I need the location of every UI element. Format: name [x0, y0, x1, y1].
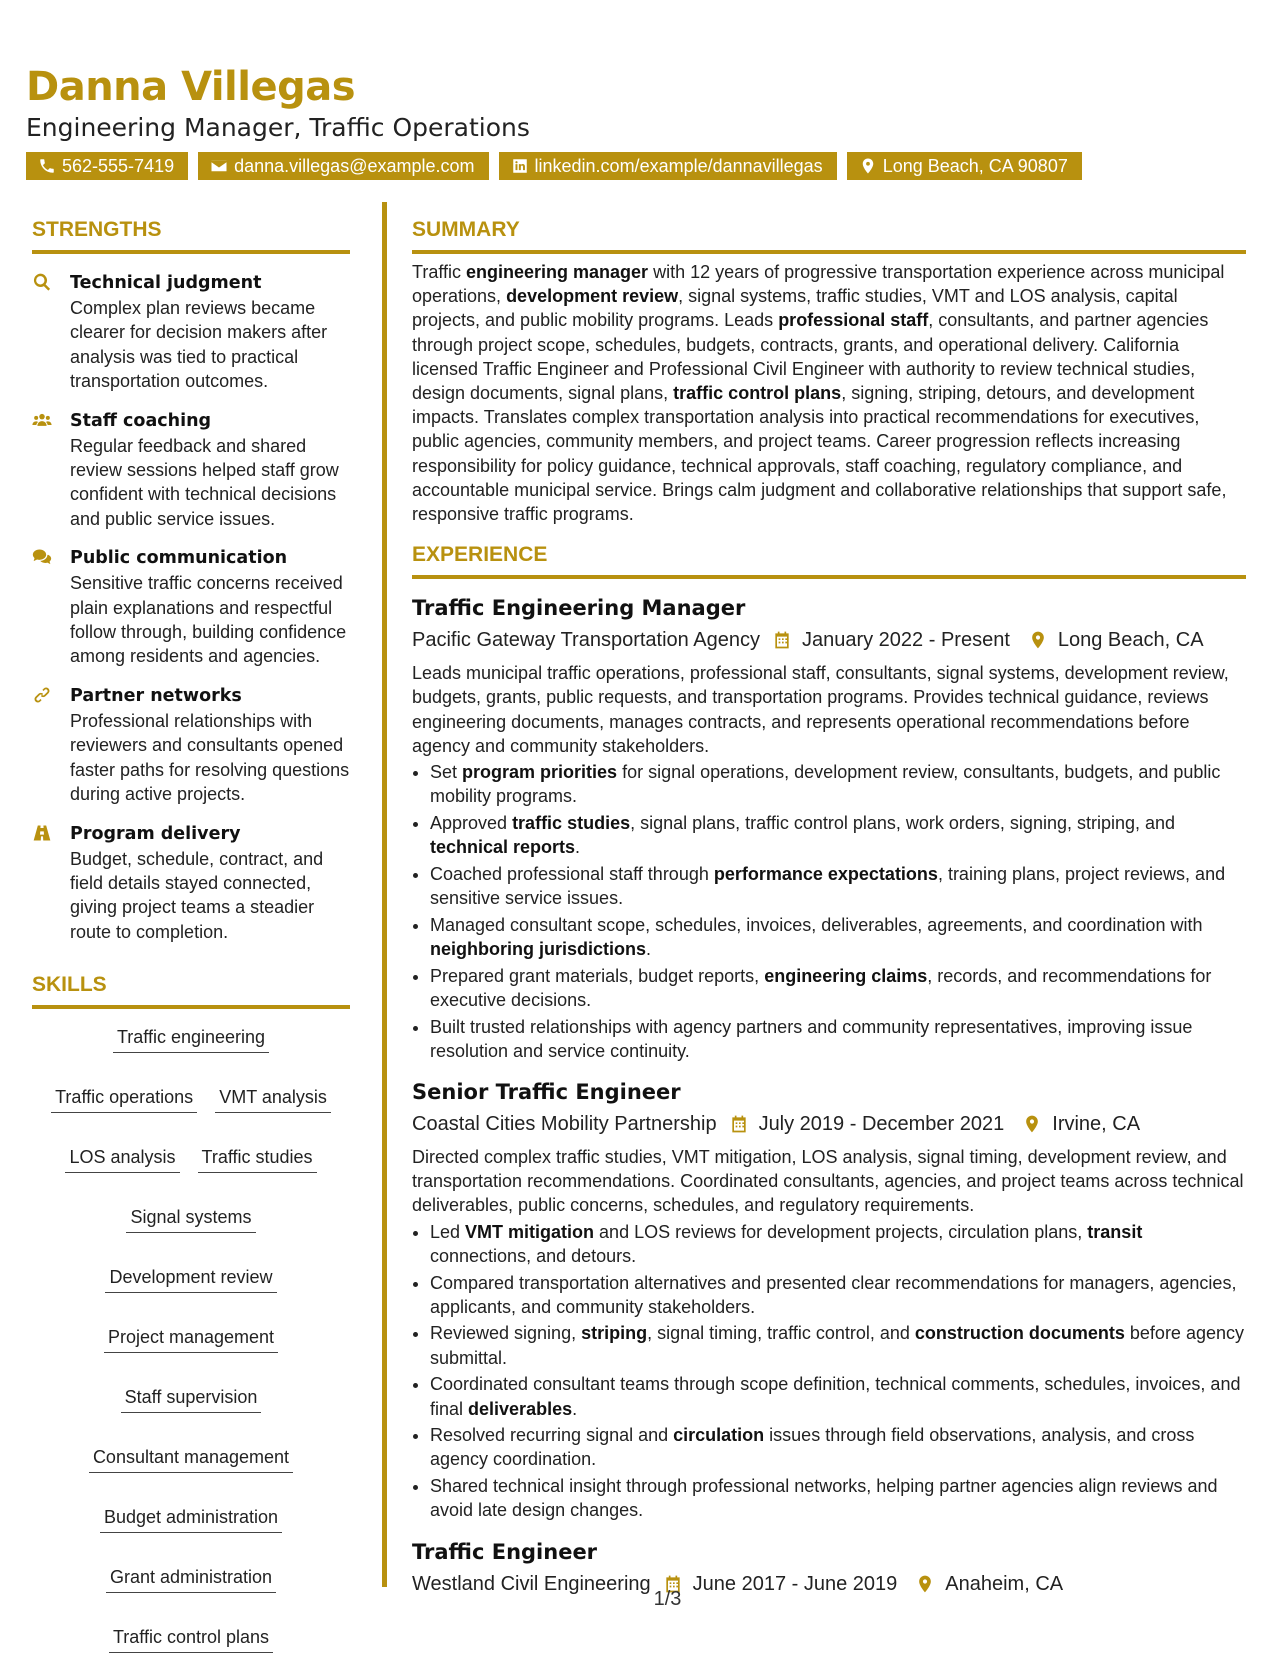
job-location: Irvine, CA [1052, 1112, 1141, 1135]
job-company: Westland Civil Engineering [412, 1572, 651, 1595]
skill-tag: Grant administration [106, 1565, 276, 1593]
candidate-title: Engineering Manager, Traffic Operations [26, 113, 530, 142]
job-bullet: • Coordinated consultant teams through scope definition, technical comments, schedules, invoices, and final deliverables. [430, 1372, 1246, 1420]
job-entry [412, 593, 1246, 1063]
map-marker-icon [1022, 1114, 1042, 1134]
skill-tag: Development review [105, 1265, 276, 1293]
strength-text: Professional relationships with reviewers and consultants opened faster paths for resolving questions during active projects. [70, 710, 350, 805]
phone-text: 562-555-7419 [62, 156, 175, 176]
link-icon [32, 685, 52, 705]
skill-tag: Traffic operations [51, 1085, 197, 1113]
job-description: Directed complex traffic studies, VMT mitigation, LOS analysis, signal timing, development review, and transportation recommendations. Coordinated consultants, agencies, and project teams across technical deliverables, public concerns, schedules, and regulatory requirements. [412, 1146, 1244, 1216]
job-dates: June 2017 - June 2019 [692, 1572, 898, 1595]
page-number: 1/3 [653, 1588, 682, 1610]
location-chip [847, 152, 1082, 180]
strength-text: Budget, schedule, contract, and field details stayed connected, giving project teams a steadier route to completion. [70, 848, 324, 942]
strength-item [32, 545, 350, 669]
job-bullet: • Reviewed signing, striping, signal timing, traffic control, and construction documents before agency submittal. [430, 1321, 1246, 1369]
skill-tag: Traffic studies [198, 1145, 317, 1173]
job-company: Coastal Cities Mobility Partnership [412, 1112, 717, 1135]
skill-tag: LOS analysis [65, 1145, 179, 1173]
calendar-icon [729, 1114, 749, 1134]
job-bullet: • Prepared grant materials, budget reports, engineering claims, records, and recommendations for executive decisions. [430, 964, 1246, 1012]
skill-tag: Consultant management [89, 1445, 293, 1473]
comments-icon [32, 547, 52, 567]
job-meta [412, 1109, 1246, 1139]
candidate-name: Danna Villegas [26, 64, 356, 110]
strength-title: Staff coaching [70, 410, 212, 431]
job-dates: July 2019 - December 2021 [758, 1112, 1005, 1135]
summary-heading: SUMMARY [412, 215, 1246, 254]
job-dates: January 2022 - Present [801, 629, 1010, 652]
job-bullet: • Shared technical insight through professional networks, helping partner agencies align reviews and avoid late design changes. [430, 1474, 1246, 1522]
strength-item [32, 683, 350, 807]
job-entry [412, 1077, 1246, 1523]
strength-item [32, 408, 350, 532]
strength-text: Regular feedback and shared review sessions helped staff grow confident with technical decisions and public service issues. [70, 435, 339, 529]
strength-title: Partner networks [70, 685, 242, 706]
linkedin-icon [511, 157, 529, 175]
job-bullet: • Managed consultant scope, schedules, invoices, deliverables, agreements, and coordination with neighboring jurisdictions. [430, 913, 1246, 961]
resume-header [26, 62, 1255, 180]
location-text: Long Beach, CA 90807 [882, 156, 1068, 176]
skill-tag: Project management [104, 1325, 278, 1353]
skill-tag: Traffic control plans [109, 1625, 273, 1653]
skills-list [32, 1025, 350, 1653]
job-title: Traffic Engineering Manager [412, 596, 746, 621]
job-bullets [412, 1220, 1246, 1523]
strength-text: Sensitive traffic concerns received plain explanations and respectful follow through, building confidence among residents and agencies. [70, 573, 347, 667]
job-location: Long Beach, CA [1057, 629, 1204, 652]
strength-item [32, 270, 350, 394]
skill-tag: Budget administration [100, 1505, 282, 1533]
job-location: Anaheim, CA [945, 1572, 1064, 1595]
job-description: Leads municipal traffic operations, professional staff, consultants, signal systems, development review, budgets, grants, public requests, and transportation programs. Provides technical guidance, reviews engineering documents, manages contracts, and represents operational recommendations before agency and community stakeholders. [412, 663, 1229, 756]
job-bullet: • Led VMT mitigation and LOS reviews for development projects, circulation plans, transit connections, and detours. [430, 1220, 1246, 1268]
experience-list [412, 593, 1246, 1598]
strength-title: Public communication [70, 548, 288, 569]
users-icon [32, 410, 52, 430]
skill-tag: Staff supervision [121, 1385, 262, 1413]
job-bullet: • Set program priorities for signal operations, development review, consultants, budgets, and public mobility programs. [430, 760, 1246, 808]
job-bullet: • Built trusted relationships with agency partners and community representatives, improving issue resolution and service continuity. [430, 1015, 1246, 1063]
strength-title: Technical judgment [70, 273, 262, 293]
strength-item [32, 821, 350, 945]
phone-chip[interactable] [26, 152, 188, 180]
road-icon [32, 823, 52, 843]
experience-heading: EXPERIENCE [412, 540, 1246, 579]
skill-tag: Signal systems [126, 1205, 255, 1233]
job-bullet: • Coached professional staff through performance expectations, training plans, project reviews, and sensitive service issues. [430, 862, 1246, 910]
skills-heading: SKILLS [32, 970, 350, 1009]
summary-text: Traffic engineering manager with 12 years of progressive transportation experience across municipal operations, development review, signal systems, traffic studies, VMT and LOS analysis, capital projects, and public mobility programs. Leads professional staff, consultants, and partner agencies through project scope, schedules, budgets, contracts, grants, and operational delivery. California licensed Traffic Engineer and Professional Civil Engineer with authority to review technical studies, design documents, signal plans, traffic control plans, signing, striping, detours, and development impacts. Translates complex transportation analysis into practical recommendations for executives, public agencies, community members, and project teams. Career progression reflects increasing responsibility for policy guidance, technical approvals, staff coaching, regulatory compliance, and accountable municipal service. Brings calm judgment and collaborative relationships that support safe, responsive traffic programs. [412, 262, 1227, 525]
map-marker-icon [859, 157, 877, 175]
email-text: danna.villegas@example.com [234, 156, 475, 176]
map-marker-icon [1028, 630, 1048, 650]
right-column [412, 215, 1246, 1605]
strength-title: Program delivery [70, 823, 241, 844]
phone-icon [38, 157, 56, 175]
job-title: Traffic Engineer [412, 1539, 598, 1564]
job-bullet: • Compared transportation alternatives and presented clear recommendations for managers, agencies, applicants, and community stakeholders. [430, 1271, 1246, 1319]
job-company: Pacific Gateway Transportation Agency [412, 629, 760, 652]
left-column [32, 215, 350, 1653]
job-bullet: • Approved traffic studies, signal plans, traffic control plans, work orders, signing, striping, and technical reports. [430, 811, 1246, 859]
search-icon [32, 272, 52, 292]
job-meta [412, 625, 1246, 655]
calendar-icon [772, 630, 792, 650]
skill-tag: Traffic engineering [113, 1025, 269, 1053]
linkedin-chip[interactable] [499, 152, 837, 180]
strength-text: Complex plan reviews became clearer for decision makers after analysis was tied to practical transportation outcomes. [70, 298, 328, 392]
linkedin-text: linkedin.com/example/dannavillegas [534, 156, 823, 176]
job-title: Senior Traffic Engineer [412, 1079, 681, 1104]
contact-bar [26, 152, 1255, 180]
strengths-heading: STRENGTHS [32, 215, 350, 254]
column-divider [382, 202, 387, 1587]
job-bullet: • Resolved recurring signal and circulation issues through field observations, analysis, and cross agency coordination. [430, 1423, 1246, 1471]
envelope-icon [210, 157, 228, 175]
job-bullets [412, 760, 1246, 1063]
skill-tag: VMT analysis [215, 1085, 331, 1113]
email-chip[interactable] [198, 152, 488, 180]
